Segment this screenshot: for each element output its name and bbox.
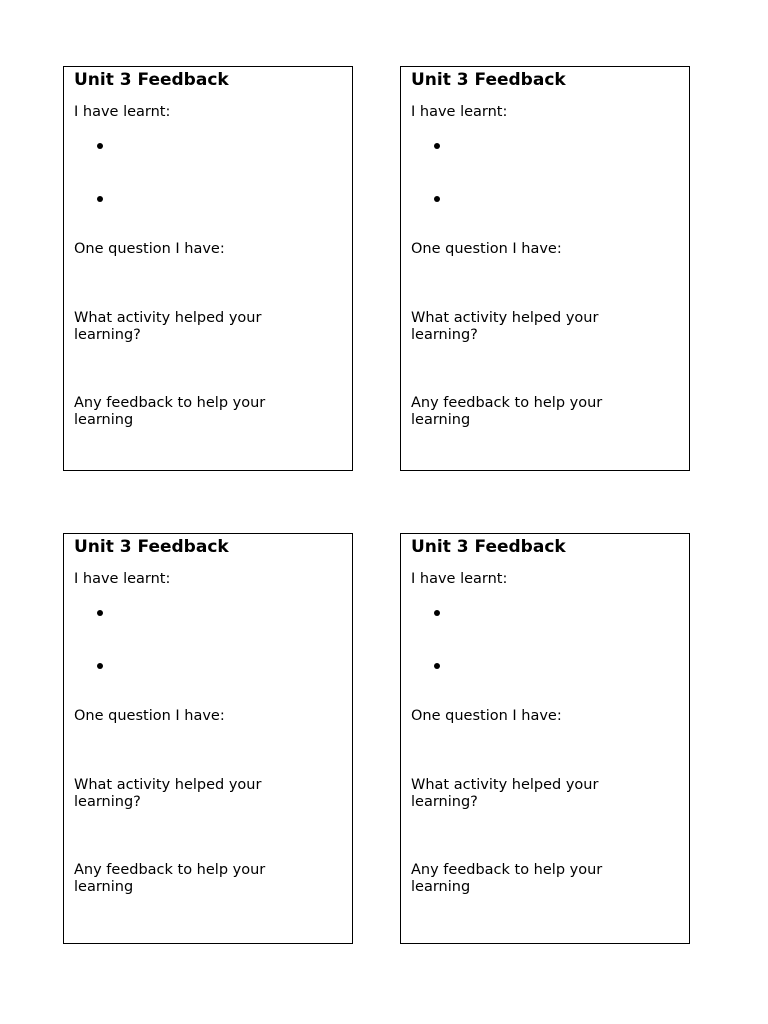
bullet-point xyxy=(434,196,440,202)
feedback-prompt-line: Any feedback to help your xyxy=(74,395,266,411)
activity-prompt xyxy=(74,777,261,811)
question-label: One question I have: xyxy=(74,241,225,257)
feedback-prompt-line: Any feedback to help your xyxy=(411,395,603,411)
bullet-point xyxy=(434,143,440,149)
card-title: Unit 3 Feedback xyxy=(74,70,229,90)
feedback-prompt-line: Any feedback to help your xyxy=(74,862,266,878)
question-label: One question I have: xyxy=(411,241,562,257)
feedback-prompt-line: learning xyxy=(411,879,471,895)
card-title: Unit 3 Feedback xyxy=(74,537,229,557)
activity-prompt-line: What activity helped your xyxy=(74,777,262,793)
learnt-label: I have learnt: xyxy=(411,571,508,587)
bullet-point xyxy=(97,143,103,149)
learnt-label: I have learnt: xyxy=(411,104,508,120)
activity-prompt-line: learning? xyxy=(74,794,141,810)
activity-prompt xyxy=(411,310,598,344)
activity-prompt-line: What activity helped your xyxy=(411,777,599,793)
feedback-prompt-line: learning xyxy=(74,412,134,428)
bullet-point xyxy=(97,196,103,202)
feedback-prompt-line: Any feedback to help your xyxy=(411,862,603,878)
bullet-point xyxy=(97,610,103,616)
activity-prompt-line: What activity helped your xyxy=(74,310,262,326)
feedback-card xyxy=(400,66,690,471)
feedback-prompt-line: learning xyxy=(411,412,471,428)
bullet-point xyxy=(97,663,103,669)
feedback-card xyxy=(63,66,353,471)
activity-prompt xyxy=(411,777,598,811)
learnt-label: I have learnt: xyxy=(74,104,171,120)
feedback-prompt xyxy=(74,395,265,429)
feedback-card xyxy=(400,533,690,944)
feedback-card xyxy=(63,533,353,944)
bullet-point xyxy=(434,610,440,616)
feedback-prompt xyxy=(74,862,265,896)
question-label: One question I have: xyxy=(411,708,562,724)
activity-prompt-line: learning? xyxy=(411,794,478,810)
activity-prompt-line: What activity helped your xyxy=(411,310,599,326)
card-title: Unit 3 Feedback xyxy=(411,70,566,90)
activity-prompt xyxy=(74,310,261,344)
feedback-prompt-line: learning xyxy=(74,879,134,895)
card-title: Unit 3 Feedback xyxy=(411,537,566,557)
activity-prompt-line: learning? xyxy=(411,327,478,343)
feedback-prompt xyxy=(411,395,602,429)
learnt-label: I have learnt: xyxy=(74,571,171,587)
feedback-prompt xyxy=(411,862,602,896)
question-label: One question I have: xyxy=(74,708,225,724)
activity-prompt-line: learning? xyxy=(74,327,141,343)
bullet-point xyxy=(434,663,440,669)
